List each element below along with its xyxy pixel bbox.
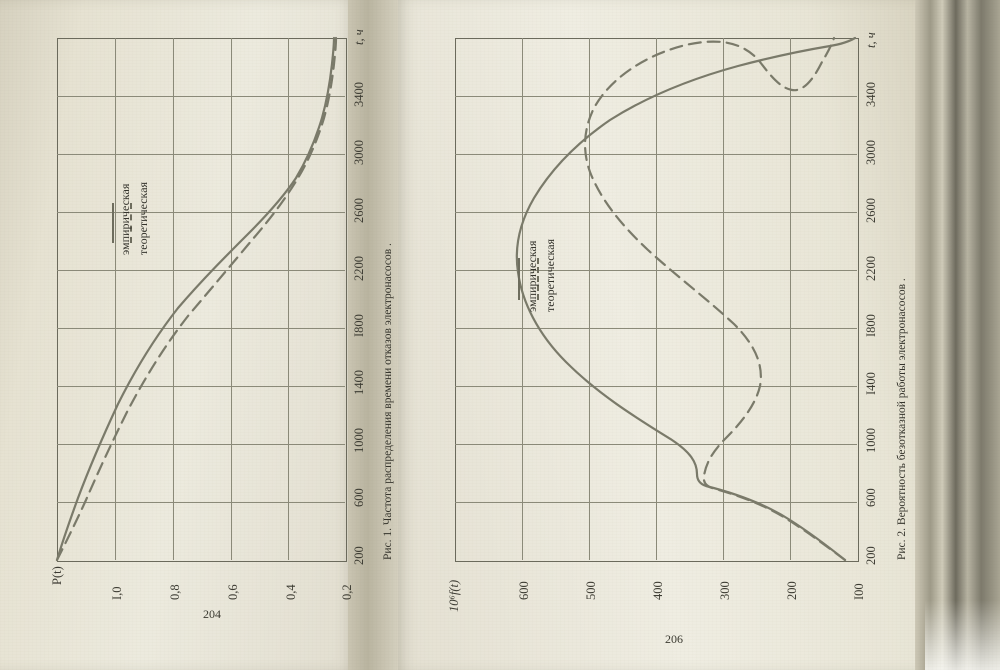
fig2-gridline	[790, 38, 791, 560]
fig1-legend-label-theoretical: теоретическая	[136, 181, 150, 255]
fig1-legend-solid-swatch	[112, 203, 114, 243]
fig2-x-axis-label: t, ч	[864, 32, 878, 48]
fig1-x-tick: 1400	[352, 370, 366, 395]
fig2-y-tick: 500	[584, 581, 598, 600]
fig1-y-tick: I,0	[110, 586, 124, 600]
fig2-gridline	[455, 444, 857, 445]
fig1-gridline	[115, 38, 116, 560]
fig1-legend-label-empirical: эмпирическая	[118, 183, 132, 255]
fig2-legend-label-empirical: эмпирическая	[525, 240, 539, 312]
fig1-y-tick: 0,6	[226, 584, 240, 600]
fig1-y-tick: 0,4	[284, 584, 298, 600]
fig1-x-tick: 3400	[352, 82, 366, 107]
fig1-x-tick: 600	[352, 488, 366, 507]
fig2-gridline	[723, 38, 724, 560]
fig1-gridline	[57, 444, 345, 445]
fig1-y-axis-label: P(t)	[50, 566, 64, 585]
fig2-gridline	[455, 328, 857, 329]
fig2-x-tick: 600	[864, 488, 878, 507]
fig2-legend-solid-swatch	[518, 258, 520, 300]
fig1-gridline	[288, 38, 289, 560]
fig1-gridline	[57, 154, 345, 155]
fig1-gridline	[57, 212, 345, 213]
fig2-gridline	[455, 502, 857, 503]
fig1-gridline	[173, 38, 174, 560]
fig1-x-tick: I800	[352, 314, 366, 337]
fig2-plot-frame	[455, 38, 859, 562]
fig1-x-axis-label: t, ч	[352, 29, 366, 45]
fig1-y-tick: 0,2	[340, 584, 354, 600]
fig1-caption: Рис. 1. Частота распределения времени отказов электронасосов .	[382, 243, 394, 560]
fig2-y-tick: 300	[718, 581, 732, 600]
fig2-x-tick: I800	[864, 314, 878, 337]
right-page-folio: 206	[665, 632, 683, 646]
fig2-y-tick: 600	[517, 581, 531, 600]
fig1-x-tick: 1000	[352, 428, 366, 453]
fig2-gridline	[455, 386, 857, 387]
fig2-x-tick: 3400	[864, 82, 878, 107]
fig2-x-tick: I400	[864, 372, 878, 395]
fig1-y-tick: 0,8	[168, 584, 182, 600]
fig2-gridline	[522, 38, 523, 560]
fig2-gridline	[455, 270, 857, 271]
fig2-y-tick: 400	[651, 581, 665, 600]
fig1-gridline	[231, 38, 232, 560]
fig2-x-tick: 1000	[864, 428, 878, 453]
fig1-gridline	[57, 96, 345, 97]
fig2-gridline	[455, 212, 857, 213]
fig1-x-tick: 200	[352, 546, 366, 565]
fig2-gridline	[455, 96, 857, 97]
book-edge	[915, 0, 1000, 670]
fig1-gridline	[57, 502, 345, 503]
fig2-legend-label-theoretical: теоретическая	[543, 238, 557, 312]
fig2-x-tick: 2600	[864, 198, 878, 223]
fig2-y-tick: I00	[852, 583, 866, 600]
fig2-gridline	[589, 38, 590, 560]
fig1-gridline	[57, 328, 345, 329]
fig2-x-tick: 2200	[864, 256, 878, 281]
fig2-gridline	[455, 154, 857, 155]
fig1-gridline	[57, 386, 345, 387]
fig1-x-tick: 2600	[352, 198, 366, 223]
left-page-folio: 204	[203, 607, 221, 621]
fig1-x-tick: 3000	[352, 140, 366, 165]
fig2-gridline	[656, 38, 657, 560]
fig2-y-tick: 200	[785, 581, 799, 600]
fig2-x-tick: 3000	[864, 140, 878, 165]
fig1-plot-frame	[57, 38, 347, 562]
fig1-gridline	[57, 270, 345, 271]
fig2-caption: Рис. 2. Вероятность безотказной работы электронасосов .	[896, 278, 908, 560]
fig2-y-axis-label: 10⁶f(t)	[447, 579, 461, 612]
fig1-x-tick: 2200	[352, 256, 366, 281]
fig2-x-tick: 200	[864, 546, 878, 565]
